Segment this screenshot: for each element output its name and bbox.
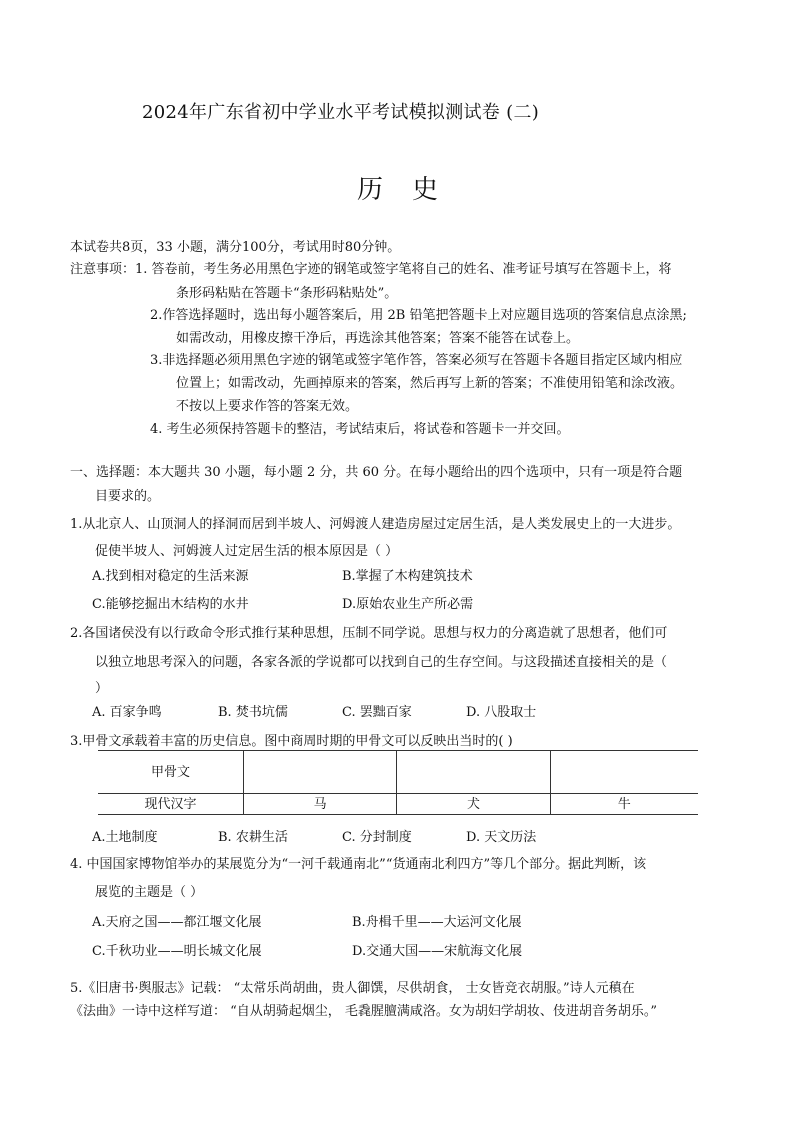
q3-option-a: A.土地制度 [92, 830, 158, 845]
q3-option-c: C. 分封制度 [342, 830, 412, 845]
q3-option-b: B. 农耕生活 [218, 830, 288, 845]
q1-option-b: B.掌握了木构建筑技术 [342, 569, 473, 584]
q3-option-d: D. 天文历法 [466, 830, 537, 845]
section-1-heading: 一、选择题：本大题共 30 小题，每小题 2 分，共 60 分。在每小题给出的四个选项中，只有一项是符合题 [70, 465, 683, 480]
oracle-bone-table [98, 750, 698, 815]
q2-stem-line-1: 2.各国诸侯没有以行政命令形式推行某种思想，压制不同学说。思想与权力的分离造就了思想者，他们可 [70, 626, 668, 641]
q1-option-d: D.原始农业生产所必需 [342, 597, 474, 612]
q4-stem-line-1: 4. 中国国家博物馆举办的某展览分为“一河千载通南北”“货通南北利四方”等几个部分。据此判断，该 [70, 857, 647, 872]
exam-info: 本试卷共8页，33 小题，满分100分，考试用时80分钟。 [70, 240, 401, 255]
note-3-line-1: 3.非选择题必须用黑色字迹的钢笔或签字笔作答，答案必须写在答题卡各题目指定区域内相应 [150, 353, 683, 368]
exam-title: 2024年广东省初中学业水平考试模拟测试卷 (二) [142, 102, 540, 123]
q4-stem-line-2: 展览的主题是（ ） [95, 885, 204, 900]
q3-stem: 3.甲骨文承载着丰富的历史信息。图中商周时期的甲骨文可以反映出当时的( ) [70, 734, 513, 749]
modern-char-dog: 犬 [397, 794, 550, 815]
note-1-line-1: 注意事项：1. 答卷前，考生务必用黑色字迹的钢笔或签字笔将自己的姓名、准考证号填写在答题卡上，将 [70, 262, 672, 277]
q2-stem-line-2: 以独立地思考深入的问题，各家各派的学说都可以找到自己的生存空间。与这段描述直接相关的是（ [95, 655, 668, 670]
subject-char-1: 历 [357, 175, 384, 205]
q1-stem-line-1: 1.从北京人、山顶洞人的择洞而居到半坡人、河姆渡人建造房屋过定居生活，是人类发展史上的一大进步。 [70, 517, 681, 532]
q2-stem-line-3: ） [95, 681, 109, 696]
note-3-line-2: 位置上；如需改动，先画掉原来的答案，然后再写上新的答案；不准使用铅笔和涂改液。 [176, 376, 684, 391]
q4-option-a: A.天府之国——都江堰文化展 [92, 915, 262, 930]
note-1-line-2: 条形码粘贴在答题卡“条形码粘贴处”。 [176, 286, 398, 301]
q5-stem-line-1: 5.《旧唐书·舆服志》记载： “太常乐尚胡曲，贵人御馔，尽供胡食， 士女皆竞衣胡服。”诗人元稹在 [70, 981, 635, 996]
note-2-line-1: 2.作答选择题时，选出每小题答案后，用 2B 铅笔把答题卡上对应题目选项的答案信息点涂黑; [150, 308, 687, 323]
oracle-bone-glyph-ox [550, 751, 698, 794]
note-3-line-3: 不按以上要求作答的答案无效。 [176, 399, 359, 414]
oracle-bone-glyph-dog [397, 751, 550, 794]
q2-option-d: D. 八股取士 [466, 705, 537, 720]
table-label-modern: 现代汉字 [98, 794, 244, 815]
q4-option-d: D.交通大国——宋航海文化展 [352, 944, 523, 959]
q2-option-c: C. 罢黜百家 [342, 705, 412, 720]
section-1-heading-cont: 目要求的。 [95, 489, 161, 504]
note-4: 4. 考生必须保持答题卡的整洁，考试结束后，将试卷和答题卡一并交回。 [150, 422, 570, 437]
subject-char-2: 史 [412, 175, 439, 205]
q2-option-b: B. 焚书坑儒 [218, 705, 288, 720]
modern-char-horse: 马 [244, 794, 397, 815]
note-2-line-2: 如需改动，用橡皮擦干净后，再选涂其他答案；答案不能答在试卷上。 [176, 331, 580, 346]
q1-option-c: C.能够挖掘出木结构的水井 [92, 597, 249, 612]
q1-stem-line-2: 促使半坡人、河姆渡人过定居生活的根本原因是（ ） [95, 544, 399, 559]
table-label-oracle-bone: 甲骨文 [98, 751, 244, 794]
q4-option-b: B.舟楫千里——大运河文化展 [352, 915, 522, 930]
oracle-bone-glyph-horse [244, 751, 397, 794]
q2-option-a: A. 百家争鸣 [92, 705, 162, 720]
q5-stem-line-2: 《法曲》一诗中这样写道： “自从胡骑起烟尘， 毛毳腥膻满咸洛。女为胡妇学胡妆、伎进胡音务胡乐。” [70, 1004, 658, 1019]
subject-title [357, 177, 438, 203]
q1-option-a: A.找到相对稳定的生活来源 [92, 569, 249, 584]
q4-option-c: C.千秋功业——明长城文化展 [92, 944, 262, 959]
modern-char-ox: 牛 [550, 794, 698, 815]
